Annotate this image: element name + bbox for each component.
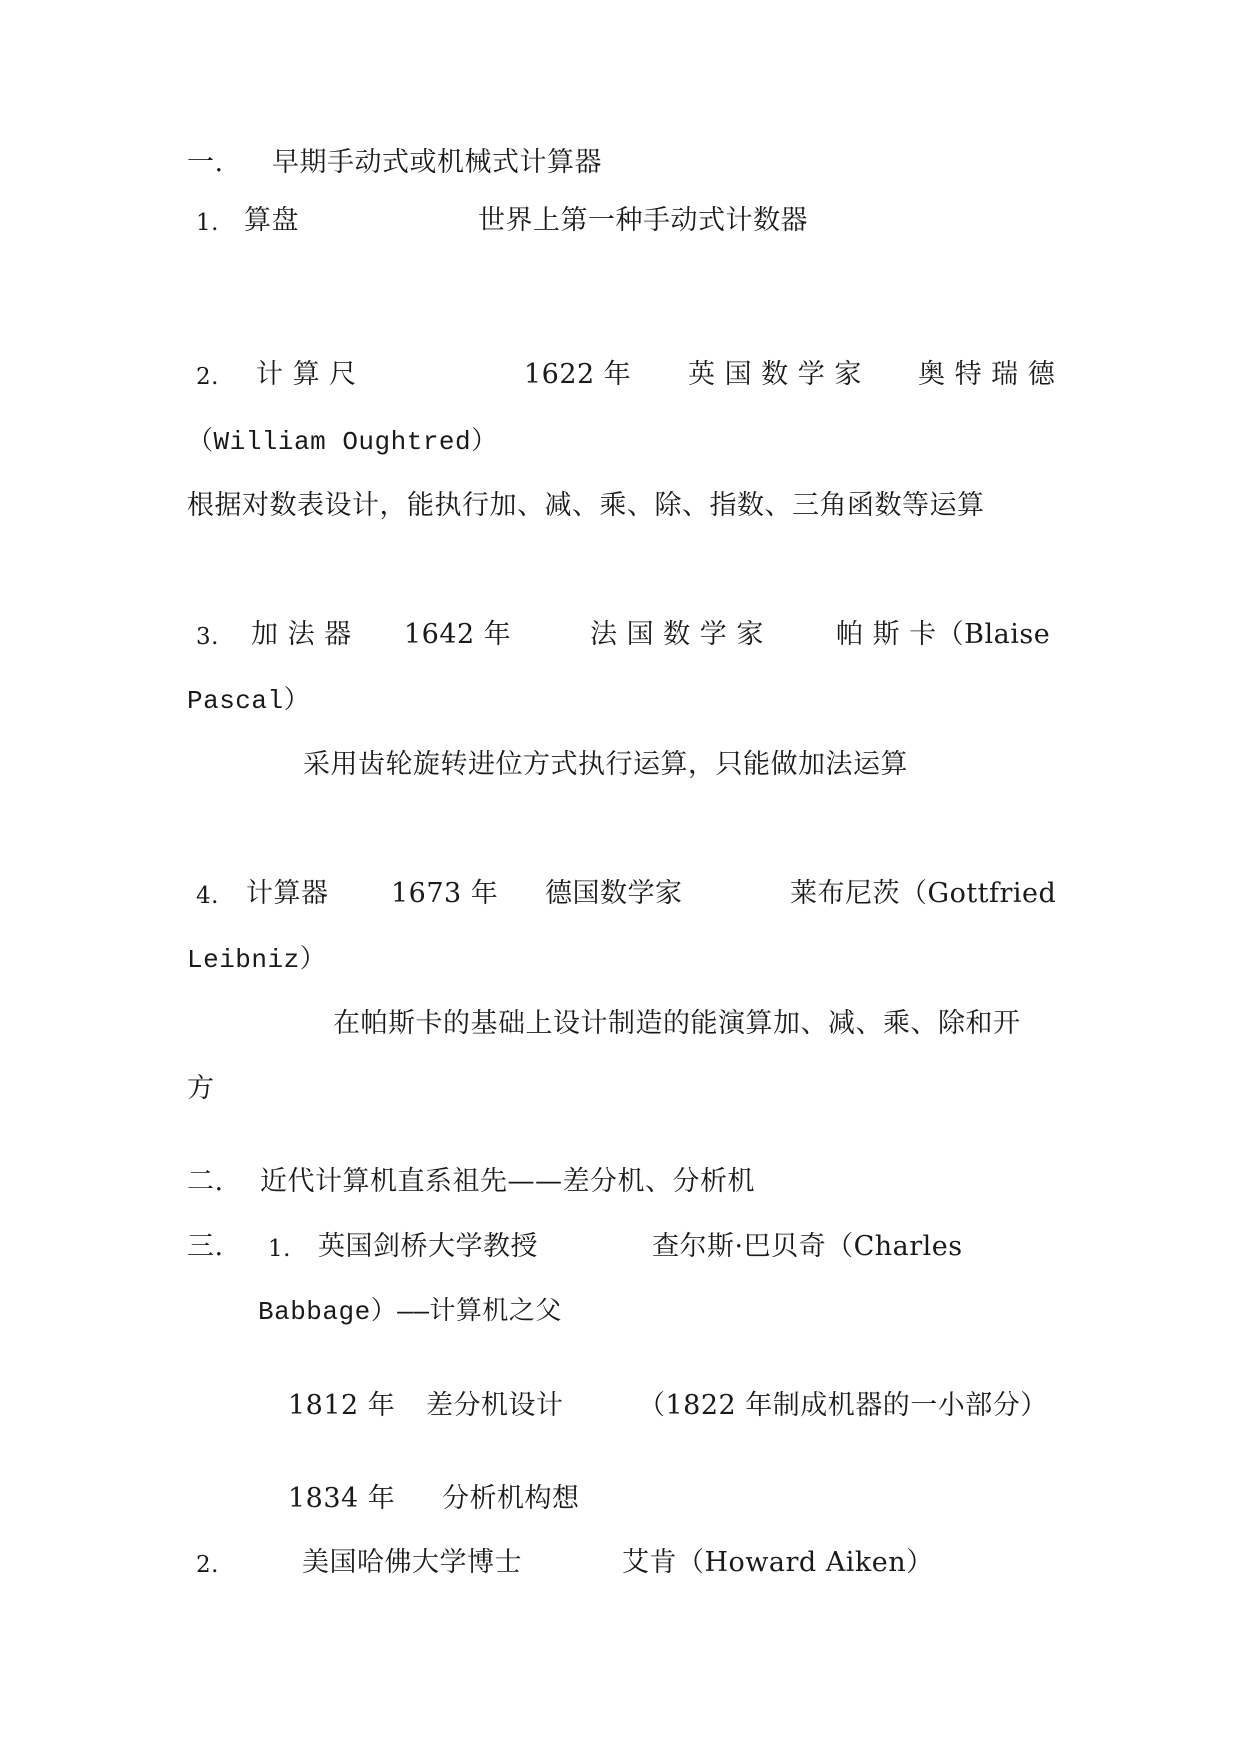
timeline-row-2-name: 分析机构想	[442, 1483, 580, 1514]
item-2-english-name: （William Oughtred）	[187, 427, 498, 457]
section-2-marker: 二.	[187, 1166, 224, 1197]
item-3-english-name-continued: Pascal）	[187, 686, 311, 716]
section-1-title: 早期手动式或机械式计算器	[272, 147, 602, 178]
timeline-row-1-note: （1822 年制成机器的一小部分）	[638, 1390, 1048, 1421]
section-2-title: 近代计算机直系祖先——差分机、分析机	[260, 1166, 755, 1197]
item-3-year: 1642 年	[404, 619, 512, 650]
timeline-row-2-year: 1834 年	[288, 1483, 396, 1514]
section-3-marker: 三.	[187, 1231, 224, 1262]
section-3-item-2-number: 2.	[196, 1552, 219, 1578]
item-4-english-name-continued: Leibniz）	[187, 945, 327, 975]
item-3-person: 帕 斯 卡（Blaise	[836, 619, 1051, 650]
item-3-name: 加 法 器	[251, 619, 352, 650]
timeline-row-1-year: 1812 年	[288, 1390, 396, 1421]
timeline-row-1-name: 差分机设计	[426, 1390, 564, 1421]
item-4-description-line-1: 在帕斯卡的基础上设计制造的能演算加、减、乘、除和开	[333, 1008, 1021, 1039]
section-3-item-1-continued: Babbage）——计算机之父	[258, 1297, 562, 1327]
item-1-number: 1.	[196, 210, 219, 236]
section-3-item-2-person: 艾肯（Howard Aiken）	[622, 1547, 934, 1578]
item-3-role: 法 国 数 学 家	[590, 619, 764, 650]
item-4-person: 莱布尼茨（Gottfried	[790, 878, 1057, 909]
item-2-role: 英 国 数 学 家	[688, 359, 862, 390]
item-1-name: 算盘	[244, 205, 299, 236]
item-3-description: 采用齿轮旋转进位方式执行运算，只能做加法运算	[303, 749, 908, 780]
item-4-year: 1673 年	[391, 878, 499, 909]
section-3-item-1-person: 查尔斯·巴贝奇（Charles	[652, 1231, 963, 1262]
section-3-item-2-title: 美国哈佛大学博士	[302, 1547, 522, 1578]
item-2-name: 计 算 尺	[256, 359, 357, 390]
item-2-year: 1622 年	[524, 359, 632, 390]
item-4-description-line-2: 方	[187, 1073, 215, 1104]
item-1-description: 世界上第一种手动式计数器	[478, 205, 808, 236]
item-2-number: 2.	[196, 364, 219, 390]
section-1-marker: 一.	[187, 147, 224, 178]
item-4-number: 4.	[196, 883, 219, 909]
item-3-number: 3.	[196, 624, 219, 650]
section-3-item-1-number: 1.	[268, 1236, 291, 1262]
section-3-item-1-title: 英国剑桥大学教授	[318, 1231, 538, 1262]
item-4-role: 德国数学家	[545, 878, 683, 909]
item-2-description: 根据对数表设计，能执行加、减、乘、除、指数、三角函数等运算	[187, 490, 985, 521]
item-4-name: 计算器	[246, 878, 329, 909]
item-2-person: 奥 特 瑞 德	[918, 359, 1056, 390]
